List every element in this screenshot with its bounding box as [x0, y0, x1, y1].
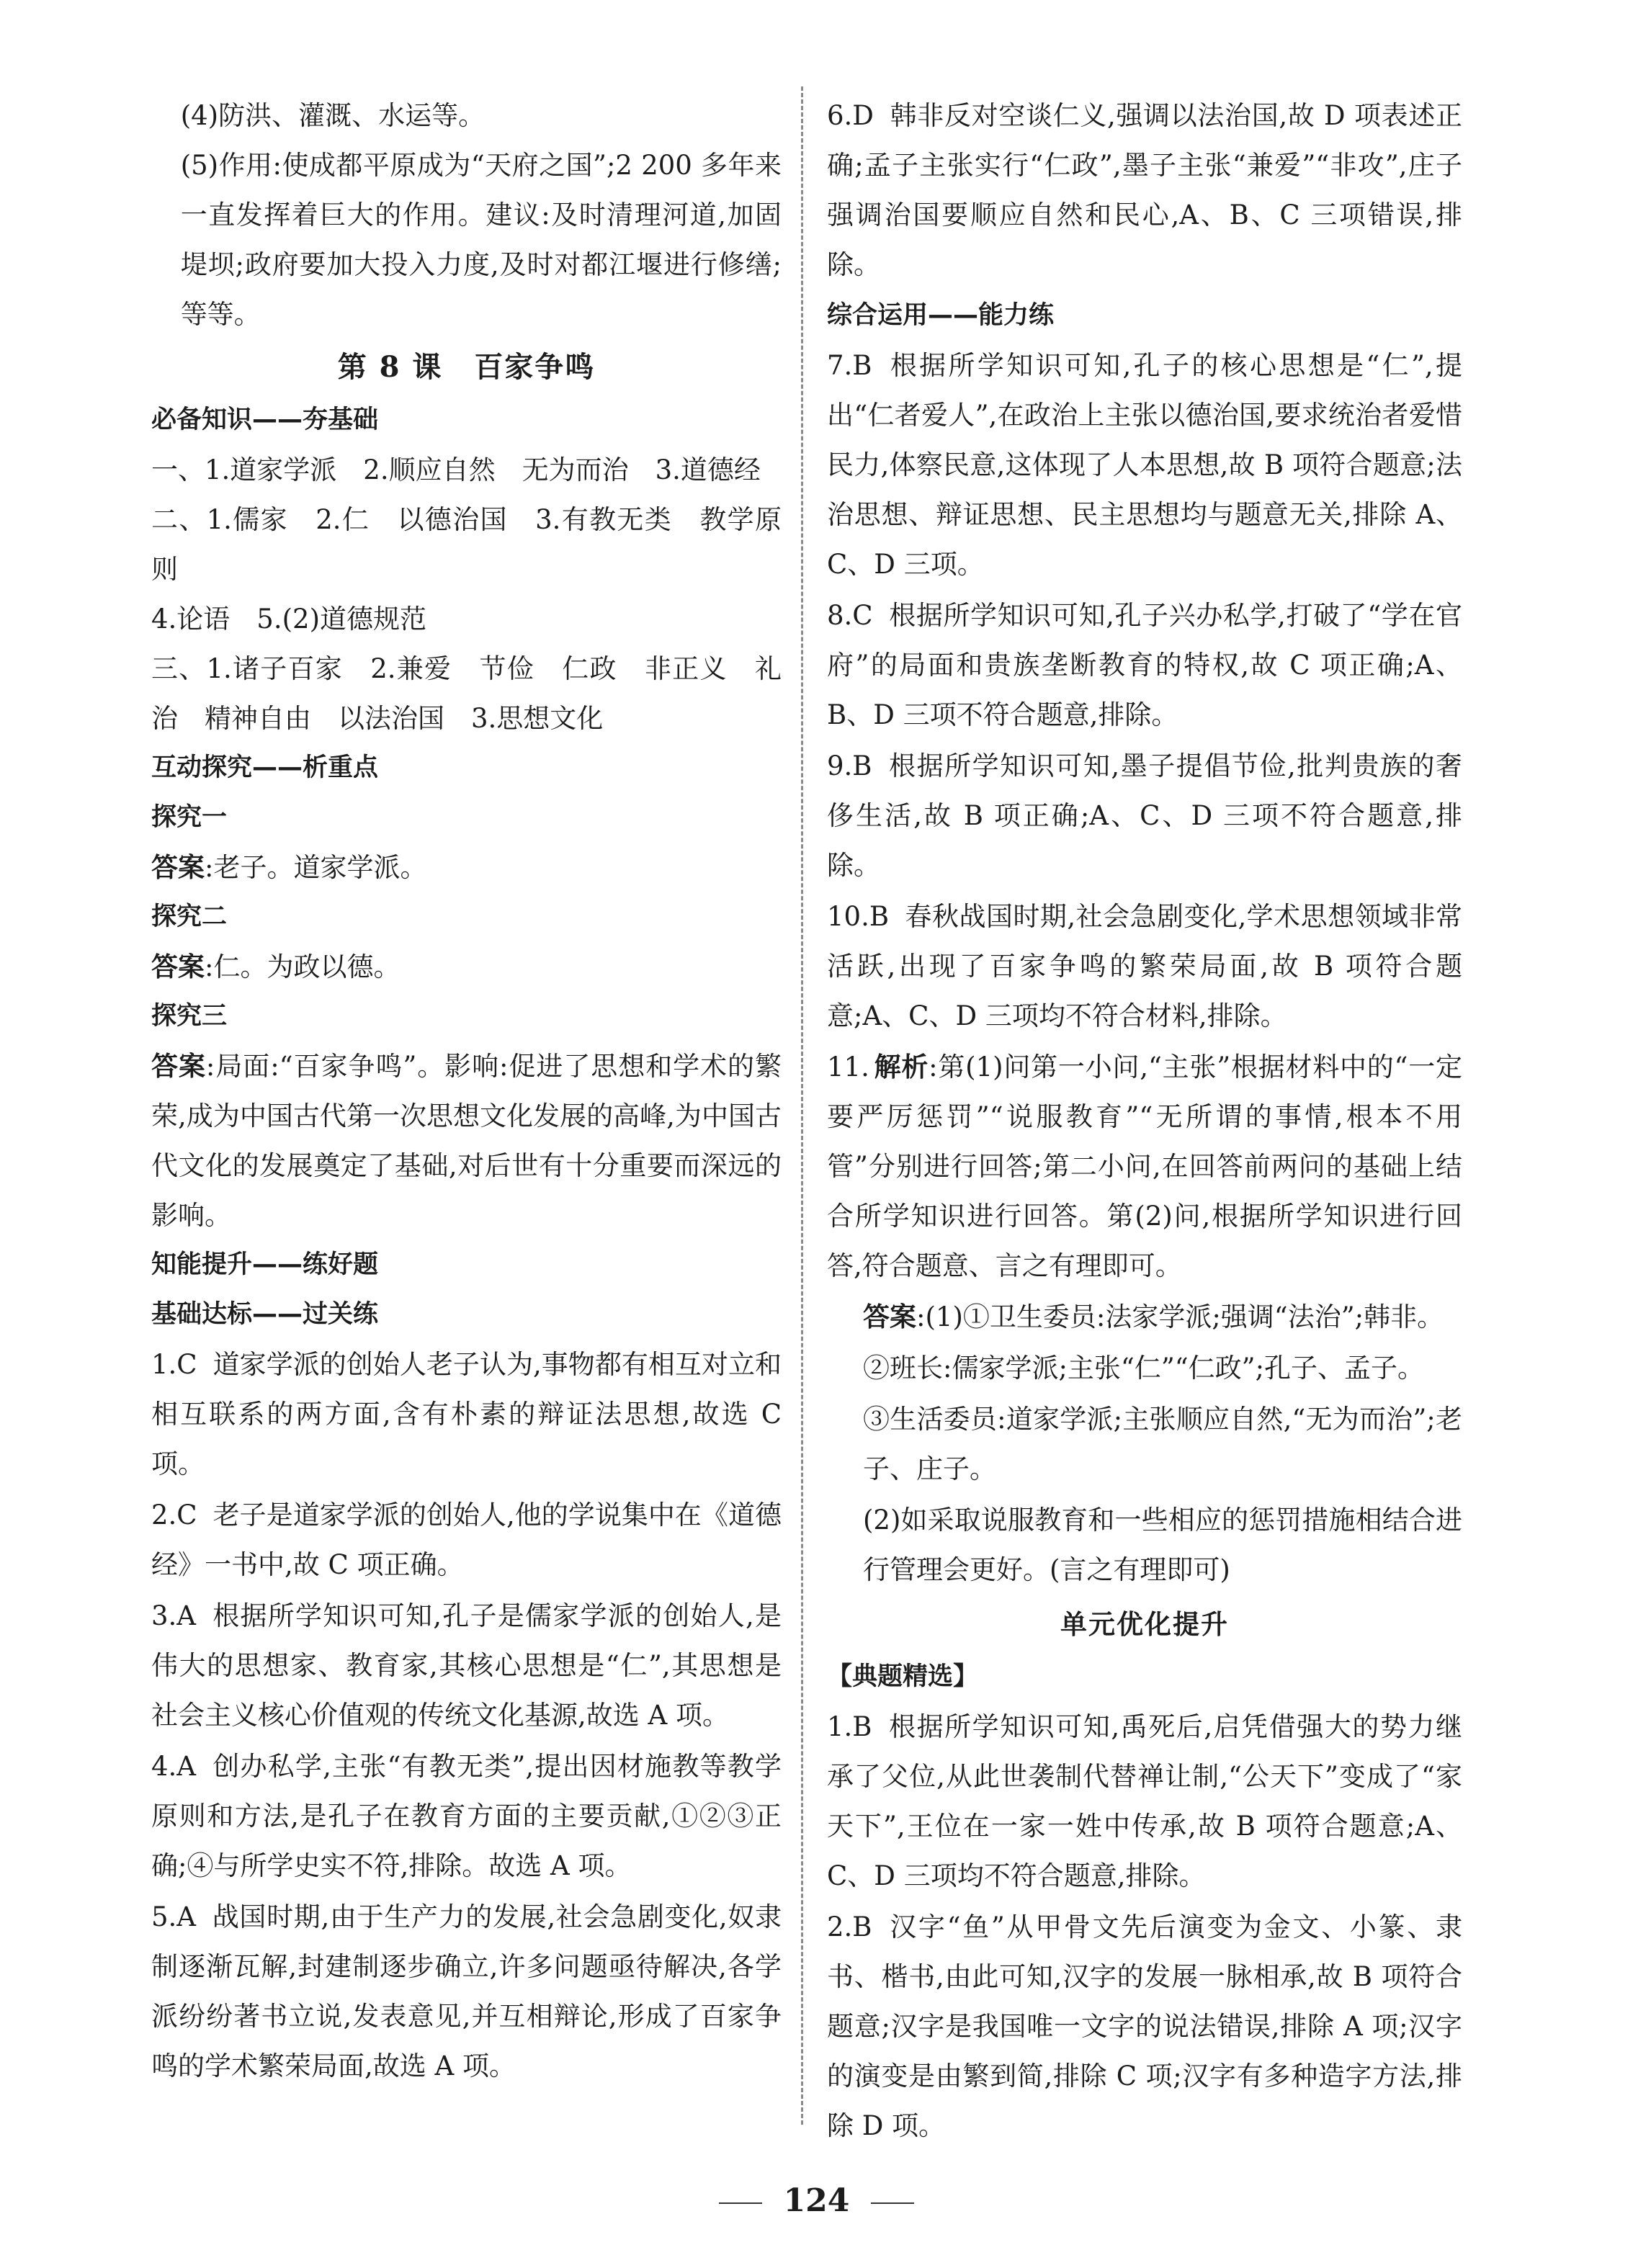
- answer-item-11: [827, 1042, 1462, 1291]
- subsection-heading: 基础达标——过关练: [151, 1300, 379, 1329]
- answer-11-line: (2)如采取说服教育和一些相应的惩罚措施相结合进行管理会更好。(言之有理即可): [863, 1505, 1462, 1585]
- answer-text: :局面:“百家争鸣”。影响:促进了思想和学术的繁荣,成为中国古代第一次思想文化发展的高峰,为中国古代文化的发展奠定了基础,对后世有十分重要而深远的影响。: [151, 1051, 782, 1231]
- answer-label: 答案: [151, 1051, 206, 1082]
- intro-line: (4)防洪、灌溉、水运等。: [180, 100, 486, 131]
- answer-item: [827, 1702, 1462, 1901]
- answer-number: 5.A: [151, 1901, 197, 1932]
- answer-number: 3.A: [151, 1600, 197, 1631]
- answer-item: [151, 1591, 782, 1740]
- answer-explanation: 根据所学知识可知,孔子的核心思想是“仁”,提出“仁者爱人”,在政治上主张以德治国,要求统治者爱惜民力,体察民意,这体现了人本思想,故 B 项符合题意;法治思想、辩证思想、民主思想均与题意无关,排除 A、C、D 三项。: [827, 350, 1462, 580]
- answer-item: [151, 1742, 782, 1891]
- answer-text: :仁。为政以德。: [205, 951, 401, 982]
- answer-explanation: 战国时期,由于生产力的发展,社会急剧变化,奴隶制逐渐瓦解,封建制逐步确立,许多问题亟待解决,各学派纷纷著书立说,发表意见,并互相辩论,形成了百家争鸣的学术繁荣局面,故选 A 项。: [151, 1901, 782, 2081]
- intro-line: (5)作用:使成都平原成为“天府之国”;2 200 多年来一直发挥着巨大的作用。建议:及时清理河道,加固堤坝;政府要加大投入力度,及时对都江堰进行修缮;等等。: [180, 150, 782, 330]
- answer-label: 答案: [863, 1301, 916, 1332]
- answer-11-line: ②班长:儒家学派;主张“仁”“仁政”;孔子、孟子。: [863, 1353, 1425, 1384]
- page-footer: [0, 2182, 1633, 2219]
- answer-explanation: 老子是道家学派的创始人,他的学说集中在《道德经》一书中,故 C 项正确。: [151, 1500, 782, 1580]
- footer-dash: [719, 2202, 762, 2204]
- answer-number: 9.B: [827, 750, 872, 781]
- answer-item: [827, 91, 1462, 290]
- answer-number: 1.C: [151, 1349, 197, 1380]
- answer-number: 11.: [827, 1052, 869, 1083]
- answer-item: [151, 1892, 782, 2091]
- answer-item: [827, 892, 1462, 1041]
- section-heading: 互动探究——析重点: [151, 753, 379, 782]
- answer-number: 8.C: [827, 600, 873, 631]
- column-divider: [801, 86, 803, 2125]
- lesson-number: 第 8 课: [337, 350, 443, 384]
- lesson-title: [151, 339, 782, 395]
- answer-explanation: 春秋战国时期,社会急剧变化,学术思想领域非常活跃,出现了百家争鸣的繁荣局面,故 B 项符合题意;A、C、D 三项均不符合材料,排除。: [827, 901, 1462, 1031]
- answer-label: 答案: [151, 951, 205, 982]
- answer-item: [827, 591, 1462, 740]
- exploration-answer: [151, 942, 782, 992]
- answer-number: 6.D: [827, 100, 874, 131]
- answer-number: 2.C: [151, 1500, 197, 1530]
- answer-text: :老子。道家学派。: [205, 852, 427, 883]
- analysis-text: :第(1)问第一小问,“主张”根据材料中的“一定要严厉惩罚”“说服教育”“无所谓的事情,根本不用管”分别进行回答;第二小问,在回答前两问的基础上结合所学知识进行回答。第(2)问,根据所学知识进行回答,符合题意、言之有理即可。: [827, 1052, 1463, 1281]
- answer-item: [827, 741, 1462, 890]
- section-heading: 【典题精选】: [827, 1662, 979, 1691]
- answer-item: [827, 341, 1462, 589]
- footer-dash: [871, 2202, 914, 2204]
- answer-11-line: ③生活委员:道家学派;主张顺应自然,“无为而治”;老子、庄子。: [863, 1404, 1462, 1484]
- basic-line: 三、1.诸子百家 2.兼爱 节俭 仁政 非正义 礼治 精神自由 以法治国 3.思想文化: [151, 653, 782, 734]
- right-column: [827, 91, 1462, 2152]
- answer-number: 10.B: [827, 901, 890, 932]
- exploration-title: 探究二: [151, 902, 228, 931]
- page-number: 124: [783, 2182, 850, 2219]
- basic-line: 二、1.儒家 2.仁 以德治国 3.有教无类 教学原则: [151, 504, 782, 585]
- section-heading: 知能提升——练好题: [151, 1250, 379, 1279]
- basic-line: 4.论语 5.(2)道德规范: [151, 604, 427, 635]
- left-column: [151, 91, 782, 2092]
- answer-number: 1.B: [827, 1711, 872, 1742]
- exploration-answer: [151, 1041, 782, 1240]
- answer-label: 答案: [151, 852, 205, 883]
- answer-explanation: 根据所学知识可知,孔子兴办私学,打破了“学在官府”的局面和贵族垄断教育的特权,故 C 项正确;A、B、D 三项不符合题意,排除。: [827, 600, 1462, 730]
- answer-11-line: [827, 1292, 1462, 1342]
- answer-explanation: 韩非反对空谈仁义,强调以法治国,故 D 项表述正确;孟子主张实行“仁政”,墨子主张“兼爱”“非攻”,庄子强调治国要顺应自然和民心,A、B、C 三项错误,排除。: [827, 100, 1462, 280]
- exploration-title: 探究三: [151, 1002, 228, 1031]
- answer-explanation: 根据所学知识可知,墨子提倡节俭,批判贵族的奢侈生活,故 B 项正确;A、C、D 三项不符合题意,排除。: [827, 750, 1462, 881]
- answer-number: 7.B: [827, 350, 872, 381]
- analysis-label: 解析: [873, 1052, 929, 1083]
- answer-explanation: 创办私学,主张“有教无类”,提出因材施教等教学原则和方法,是孔子在教育方面的主要贡献,①②③正确;④与所学史实不符,排除。故选 A 项。: [151, 1751, 782, 1881]
- answer-explanation: 根据所学知识可知,禹死后,启凭借强大的势力继承了父位,从此世袭制代替禅让制,“公天下”变成了“家天下”,王位在一家一姓中传承,故 B 项符合题意;A、C、D 三项均不符合题意,排除。: [827, 1711, 1462, 1891]
- basic-line: 一、1.道家学派 2.顺应自然 无为而治 3.道德经: [151, 454, 761, 485]
- answer-number: 2.B: [827, 1911, 872, 1942]
- answer-explanation: 根据所学知识可知,孔子是儒家学派的创始人,是伟大的思想家、教育家,其核心思想是“仁”,其思想是社会主义核心价值观的传统文化基源,故选 A 项。: [151, 1600, 782, 1731]
- section-heading: 综合运用——能力练: [827, 301, 1055, 330]
- answer-text: :(1)①卫生委员:法家学派;强调“法治”;韩非。: [916, 1301, 1444, 1332]
- exploration-answer: [151, 843, 782, 892]
- answer-number: 4.A: [151, 1751, 197, 1782]
- lesson-name: 百家争鸣: [474, 350, 596, 384]
- answer-explanation: 道家学派的创始人老子认为,事物都有相互对立和相互联系的两方面,含有朴素的辩证法思想,故选 C 项。: [151, 1349, 782, 1479]
- answer-item: [827, 1902, 1462, 2151]
- section-heading: 必备知识——夯基础: [151, 405, 379, 434]
- answer-item: [151, 1340, 782, 1489]
- answer-item: [151, 1490, 782, 1590]
- exploration-title: 探究一: [151, 803, 228, 832]
- answer-explanation: 汉字“鱼”从甲骨文先后演变为金文、小篆、隶书、楷书,由此可知,汉字的发展一脉相承,故 B 项符合题意;汉字是我国唯一文字的说法错误,排除 A 项;汉字的演变是由繁到简,排除 C 项;汉字有多种造字方法,排除 D 项。: [827, 1911, 1462, 2141]
- unit-title: 单元优化提升: [1060, 1608, 1229, 1640]
